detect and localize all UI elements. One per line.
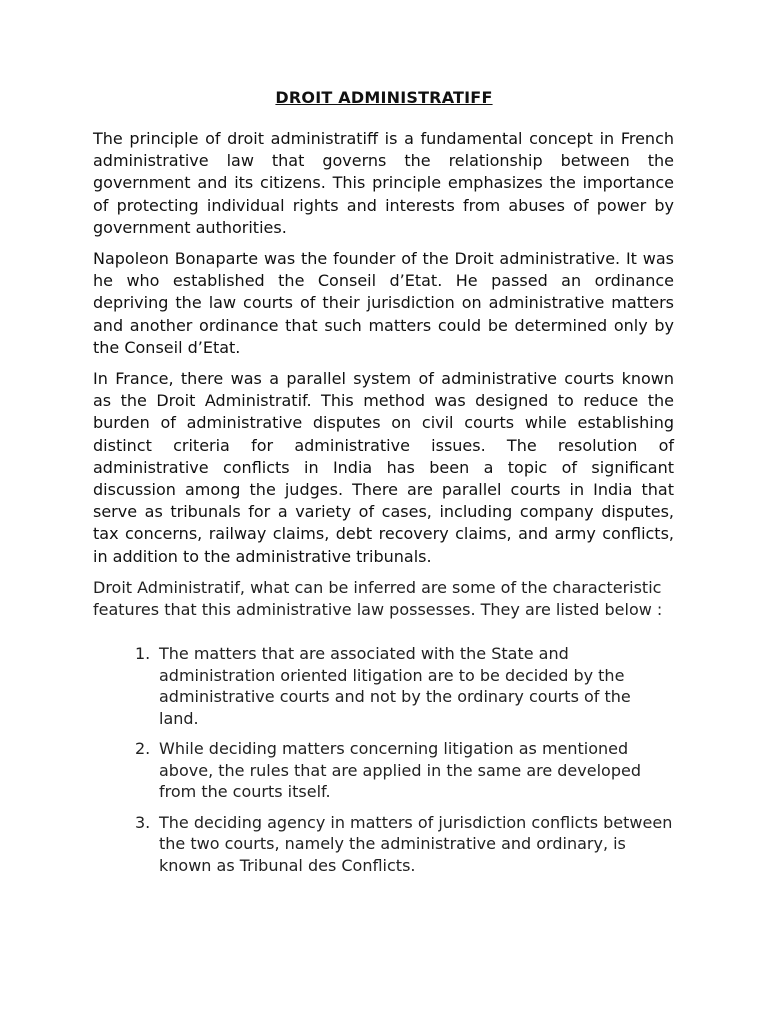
list-item: [135, 738, 674, 803]
document-title: DROIT ADMINISTRATIFF: [275, 88, 493, 107]
paragraph-parallel-courts: In France, there was a parallel system of administrative courts known as the Droit Administratif. This method was designed to reduce the burden of administrative disputes on civil courts while establishing distinct criteria for administrative issues. The resolution of administrative conflicts in India has been a topic of significant discussion among the judges. There are parallel courts in India that serve as tribunals for a variety of cases, including company disputes, tax concerns, railway claims, debt recovery claims, and army conflicts, in addition to the administrative tribunals.: [93, 369, 674, 566]
list-item-number: 1.: [135, 644, 151, 664]
paragraph-napoleon: Napoleon Bonaparte was the founder of the Droit administrative. It was he who established the Conseil d’Etat. He passed an ordinance depriving the law courts of their jurisdiction on administrative matters and another ordinance that such matters could be determined only by the Conseil d’Etat.: [93, 249, 674, 357]
list-item-number: 3.: [135, 812, 151, 832]
list-item-text: The deciding agency in matters of jurisdiction conflicts between the two courts, namely the administrative and ordinary, is known as Tribunal des Conflicts.: [159, 812, 673, 875]
list-item-text: The matters that are associated with the State and administration oriented litigation are to be decided by the administrative courts and not by the ordinary courts of the land.: [159, 644, 631, 728]
paragraph-features-intro: Droit Administratif, what can be inferred are some of the characteristic features that this administrative law possesses. They are listed below :: [93, 577, 663, 620]
list-item: [135, 812, 674, 877]
paragraph-principle: The principle of droit administratiff is a fundamental concept in French administrative law that governs the relationship between the government and its citizens. This principle emphasizes the importance of protecting individual rights and interests from abuses of power by government authorities.: [93, 129, 674, 237]
list-item-text: While deciding matters concerning litigation as mentioned above, the rules that are applied in the same are developed from the courts itself.: [159, 739, 641, 802]
document-body: [93, 128, 674, 885]
features-list: [93, 643, 674, 876]
list-item: [135, 643, 674, 729]
list-item-number: 2.: [135, 739, 151, 759]
